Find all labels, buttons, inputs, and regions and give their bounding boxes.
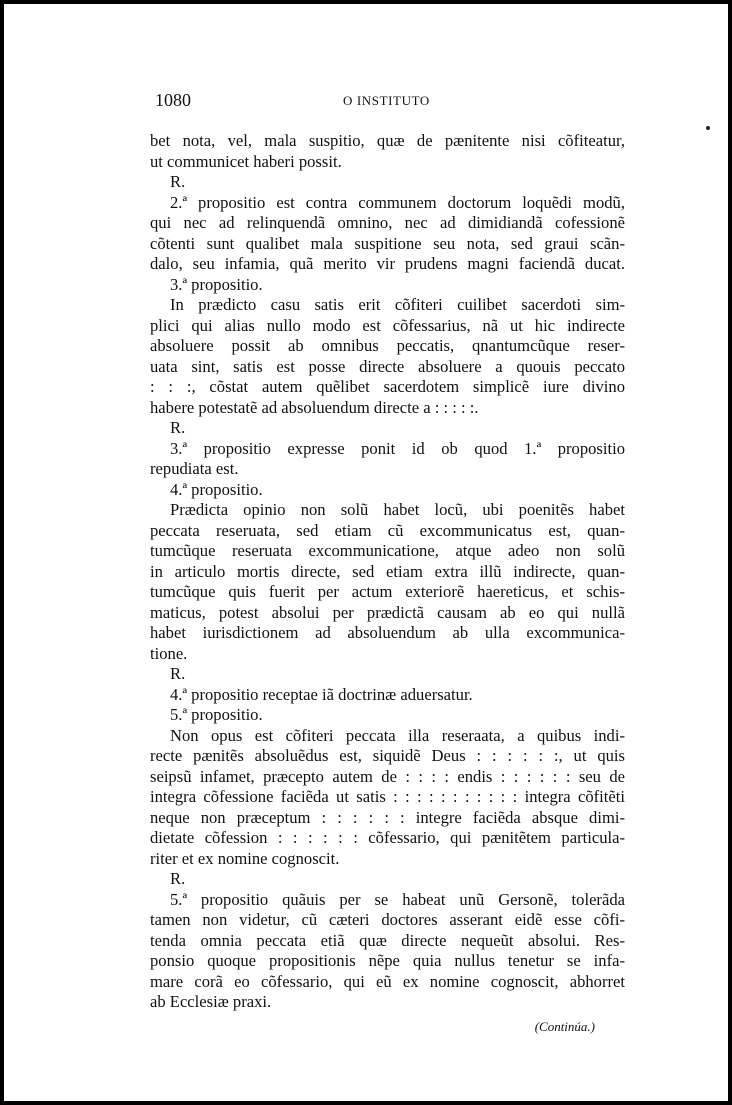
- text-line: 3.ª propositio.: [170, 274, 263, 294]
- text-line: seipsũ infamet, præcepto autem de : : : : endis : : : : : : seu de: [150, 766, 625, 786]
- text-line: riter et ex nomine cognoscit.: [150, 848, 340, 868]
- text-line: habere potestatẽ ad absoluendum directe a : : : : :.: [150, 397, 479, 417]
- text-line: 4.ª propositio.: [170, 479, 263, 499]
- text-line: dalo, seu infamia, quã merito vir prudens magni faciendã ducat.: [150, 254, 625, 273]
- text-line: recte pænitẽs absoluẽdus est, siquidẽ Deus : : : : : :, ut quis: [150, 746, 625, 765]
- text-line: tumcũque reseruata excommunicatione, atque adeo non solũ: [150, 541, 625, 560]
- running-title: O INSTITUTO: [343, 93, 430, 108]
- text-line: Prædicta opinio non solũ habet locũ, ubi poenitẽs habet: [170, 500, 625, 519]
- text-line: tenda omnia peccata etiã quæ directe nequeũt absolui. Res-: [150, 930, 625, 950]
- text-line: repudiata est.: [150, 459, 239, 478]
- text-line: peccata reseruata, sed etiam cũ excommunicatus est, quan-: [150, 520, 625, 540]
- text-line: R.: [170, 172, 186, 191]
- text-line: ab Ecclesiæ praxi.: [150, 992, 272, 1011]
- text-line: in articulo mortis directe, sed etiam extra illũ indirecte, quan-: [150, 561, 625, 581]
- text-line: : : :, cõstat autem quẽlibet sacerdotem simplicẽ iure divino: [150, 377, 625, 396]
- continuation-note: (Continúa.): [534, 1018, 595, 1034]
- text-line: uata sint, satis est posse directe absoluere a quouis peccato: [150, 356, 625, 376]
- text-line: 2.ª propositio est contra communem doctorum loquẽdi modũ,: [170, 192, 625, 212]
- text-line: 3.ª propositio expresse ponit id ob quod 1.ª propositio: [170, 438, 625, 458]
- text-line: cõtenti sunt qualibet mala suspitione seu nota, sed graui scãn-: [150, 233, 625, 253]
- text-line: ponsio quoque propositionis nẽpe quia nullus tenetur se infa-: [150, 951, 625, 970]
- text-line: plici qui alias nullo modo est cõfessarius, nã ut hic indirecte: [150, 315, 625, 335]
- page-number: 1080: [155, 90, 191, 110]
- text-line: 4.ª propositio receptae iã doctrinæ aduersatur.: [170, 684, 473, 704]
- text-line: maticus, potest absolui per prædictã causam ab eo qui nullã: [150, 602, 625, 622]
- text-line: dietate cõfession : : : : : : cõfessario, qui pænitẽtem particula-: [150, 828, 625, 847]
- ink-speck: [706, 126, 710, 130]
- text-line: Non opus est cõfiteri peccata illa reseraata, a quibus indi-: [170, 725, 625, 745]
- text-line: In prædicto casu satis erit cõfiteri cuilibet sacerdoti sim-: [170, 295, 625, 314]
- text-line: R.: [170, 664, 186, 683]
- text-line: tione.: [150, 643, 188, 663]
- book-page: [150, 90, 625, 1035]
- text-line: R.: [170, 869, 186, 888]
- text-line: neque non præceptum : : : : : : integre faciẽda absque dimi-: [150, 807, 625, 827]
- text-line: 5.ª propositio quãuis per se habeat unũ Gersonẽ, tolerãda: [170, 889, 625, 909]
- text-line: qui nec ad relinquendã omnino, nec ad dimidiandã cofessionẽ: [150, 213, 625, 232]
- text-line: habet iurisdictionem ad absoluendum ab ulla excommunica-: [150, 623, 625, 642]
- text-line: absoluere possit ab omnibus peccatis, qnantumcũque reser-: [150, 336, 625, 355]
- text-line: integra cõfessione faciẽda ut satis : : : : : : : : : : : integra cõfitẽti: [150, 787, 625, 806]
- text-line: ut communicet haberi possit.: [150, 151, 342, 171]
- text-line: tumcũque quis fuerit per actum exteriorẽ haereticus, et schis-: [150, 582, 625, 601]
- text-line: 5.ª propositio.: [170, 705, 263, 724]
- body-text: [150, 131, 625, 1013]
- text-line: R.: [170, 418, 186, 437]
- text-line: tamen non videtur, cũ cæteri doctores asserant eidẽ esse cõfi-: [150, 910, 625, 929]
- running-header: [150, 90, 625, 114]
- text-line: mare corã eo cõfessario, qui eũ ex nomine cognoscit, abhorret: [150, 971, 625, 991]
- text-line: bet nota, vel, mala suspitio, quæ de pænitente nisi cõfiteatur,: [150, 131, 625, 150]
